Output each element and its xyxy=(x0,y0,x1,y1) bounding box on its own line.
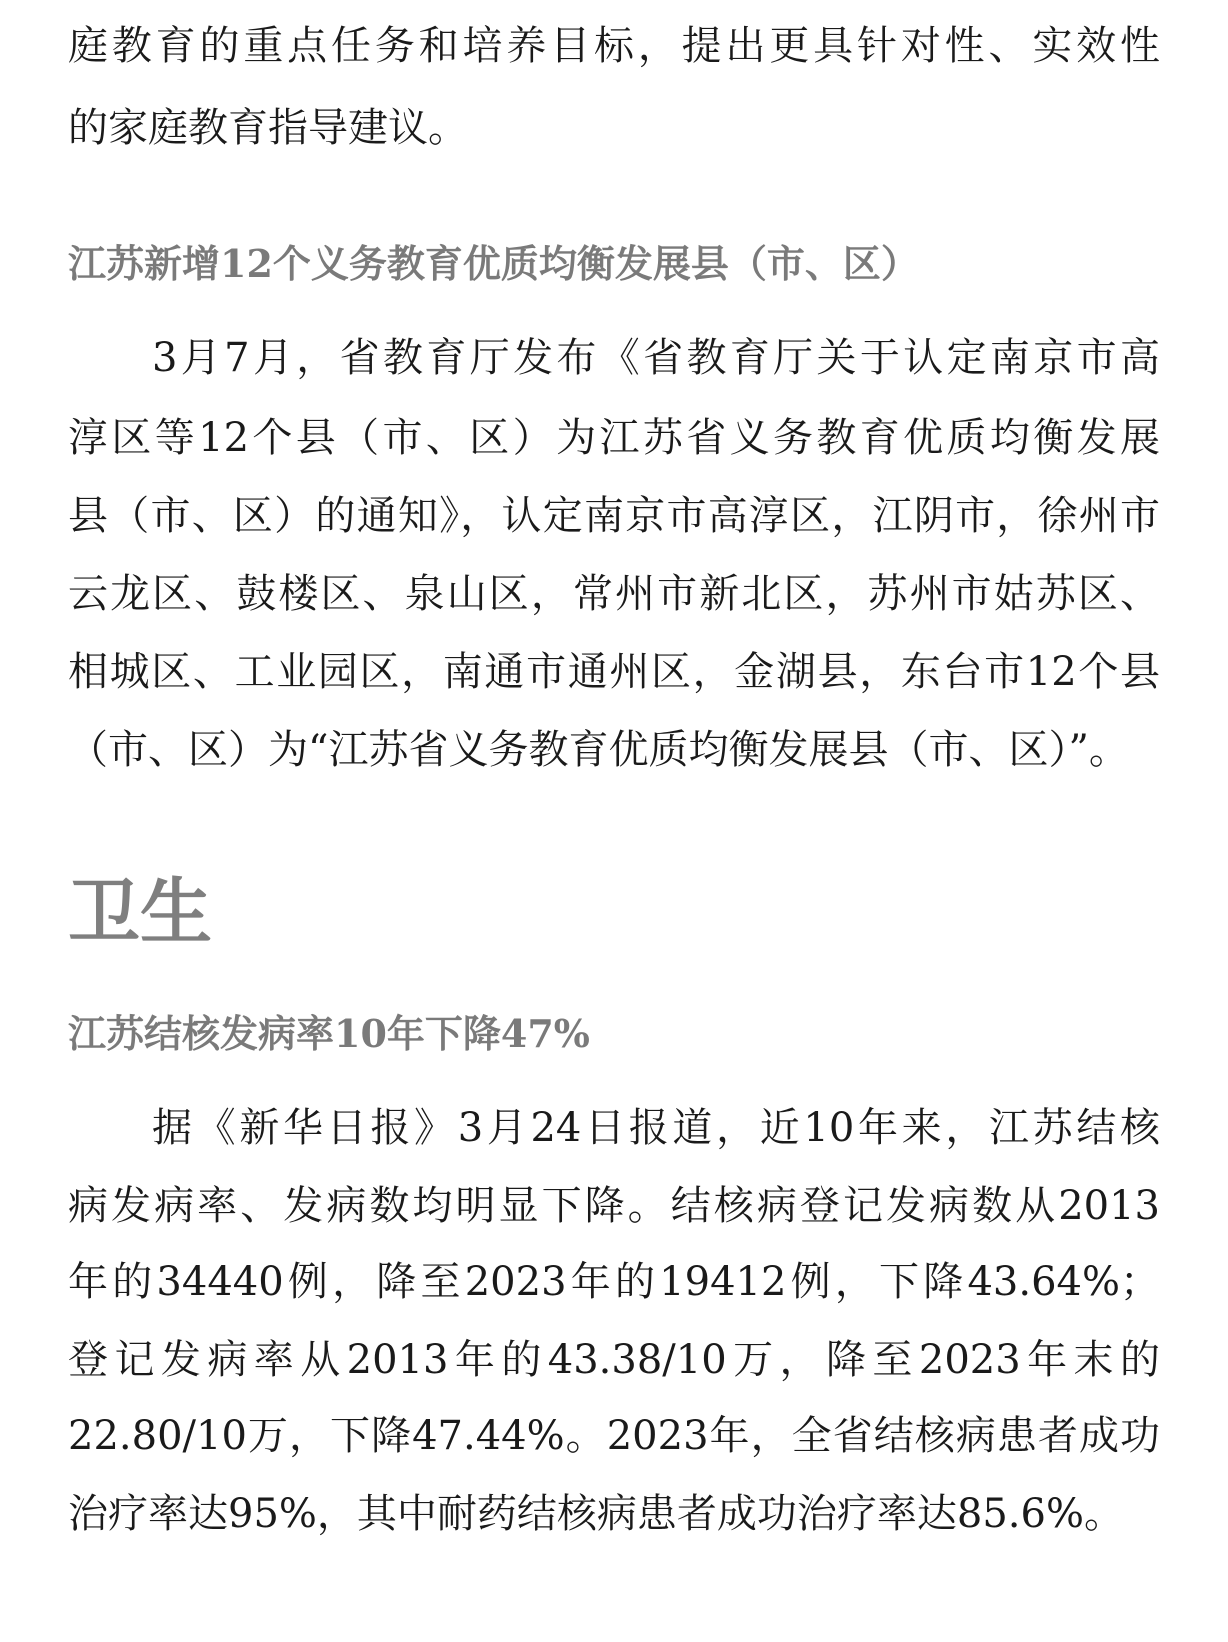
article2-line-3: 年的34440例，降至2023年的19412例，下降43.64%； xyxy=(68,1259,1160,1305)
article2-line-5: 22.80/10万，下降47.44%。2023年，全省结核病患者成功 xyxy=(68,1413,1160,1459)
section-title: 卫生 xyxy=(68,870,213,954)
article1-line-4: 云龙区、鼓楼区、泉山区，常州市新北区，苏州市姑苏区、 xyxy=(68,571,1160,617)
article2-headline: 江苏结核发病率10年下降47% xyxy=(68,1011,590,1056)
article2-line-4: 登记发病率从2013年的43.38/10万，降至2023年末的 xyxy=(68,1337,1160,1383)
article2-line-2: 病发病率、发病数均明显下降。结核病登记发病数从2013 xyxy=(68,1183,1160,1229)
intro-line-1: 庭教育的重点任务和培养目标，提出更具针对性、实效性 xyxy=(68,23,1160,69)
article1-line-5: 相城区、工业园区，南通市通州区，金湖县，东台市12个县 xyxy=(68,649,1160,695)
intro-line-2: 的家庭教育指导建议。 xyxy=(68,105,468,151)
article2-line-6: 治疗率达95%，其中耐药结核病患者成功治疗率达85.6%。 xyxy=(68,1491,1124,1537)
article1-headline: 江苏新增12个义务教育优质均衡发展县（市、区） xyxy=(68,241,919,286)
article1-line-2: 淳区等12个县（市、区）为江苏省义务教育优质均衡发展 xyxy=(68,415,1160,461)
article1-line-1: 3月7月，省教育厅发布《省教育厅关于认定南京市高 xyxy=(152,335,1160,381)
article1-line-3: 县（市、区）的通知》，认定南京市高淳区，江阴市，徐州市 xyxy=(68,493,1160,539)
article2-line-1: 据《新华日报》3月24日报道，近10年来，江苏结核 xyxy=(152,1105,1160,1151)
article1-line-6: （市、区）为“江苏省义务教育优质均衡发展县（市、区）”。 xyxy=(68,727,1129,773)
